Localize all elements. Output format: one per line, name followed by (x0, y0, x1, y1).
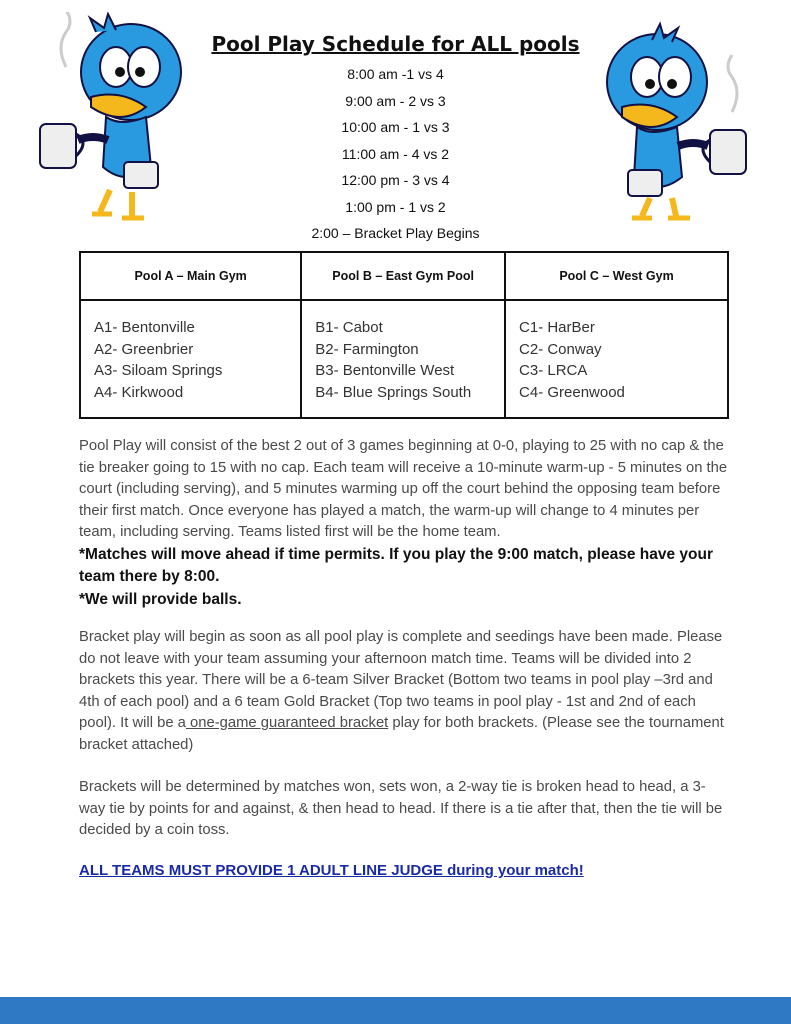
pool-a-teams (80, 300, 301, 418)
pool-b-header: Pool B – East Gym Pool (301, 252, 505, 300)
bracket-text-before: Bracket play will begin as soon as all pool play is complete and seedings have been made. Please do not leave with your team assuming your afternoon match time. Teams will be divided into 2 brackets this year. There will be a 6-team Silver Bracket (Bottom two teams in pool play –3rd and 4th of each pool) and a 6 team Gold Bracket (Top two teams in pool play - 1st and 2nd of each pool). It will be a (79, 629, 723, 731)
pools-table (79, 251, 729, 419)
schedule-item: 1:00 pm - 1 vs 2 (345, 198, 446, 215)
schedule-item: 11:00 am - 4 vs 2 (341, 145, 450, 162)
pool-b-teams (301, 300, 505, 418)
bracket-play-paragraph (79, 627, 729, 756)
team-item: C2- Conway (519, 340, 602, 358)
team-item: B4- Blue Springs South (315, 383, 472, 401)
team-item: A4- Kirkwood (94, 383, 184, 401)
schedule-item: 10:00 am - 1 vs 3 (341, 119, 450, 135)
pool-a-header: Pool A – Main Gym (80, 252, 301, 300)
schedule-list (0, 64, 791, 250)
bracket-text-after: play for both brackets. (Please see the tournament bracket attached) (79, 715, 724, 753)
team-item: A1- Bentonville (94, 319, 195, 336)
guaranteed-bracket-text: one-game guaranteed bracket (185, 715, 389, 731)
team-item: B2- Farmington (315, 340, 419, 358)
schedule-item: 12:00 pm - 3 vs 4 (341, 172, 450, 188)
tiebreak-paragraph: Brackets will be determined by matches won, sets won, a 2-way tie is broken head to head, a 3-way tie by points for and against, & then head to head. If there is a tie after that, then the tie will be decided by a coin toss. (79, 779, 723, 838)
table-row (80, 300, 728, 418)
team-item: A2- Greenbrier (94, 340, 194, 358)
team-item: A3- Siloam Springs (94, 362, 223, 379)
schedule-item: 9:00 am - 2 vs 3 (345, 92, 446, 109)
pool-c-teams (505, 300, 728, 418)
schedule-item: 2:00 – Bracket Play Begins (311, 225, 480, 241)
team-item: B3- Bentonville West (315, 362, 455, 379)
team-item: C4- Greenwood (519, 383, 625, 401)
footer-bar (0, 997, 791, 1024)
pool-play-rules (79, 436, 729, 611)
table-header-row (80, 252, 728, 300)
team-item: C3- LRCA (519, 362, 588, 379)
matches-ahead-note: *Matches will move ahead if time permits. If you play the 9:00 match, please have your team there by 8:00. (79, 545, 713, 585)
schedule-item: 8:00 am -1 vs 4 (347, 66, 444, 82)
balls-note: *We will provide balls. (79, 590, 242, 608)
line-judge-link[interactable]: ALL TEAMS MUST PROVIDE 1 ADULT LINE JUDGE during your match! (79, 862, 584, 879)
page-title: Pool Play Schedule for ALL pools (211, 32, 580, 56)
team-item: C1- HarBer (519, 319, 595, 336)
pool-c-header: Pool C – West Gym (505, 252, 728, 300)
rules-text: Pool Play will consist of the best 2 out of 3 games beginning at 0-0, playing to 25 with no cap & the tie breaker going to 15 with no cap. Each team will receive a 10-minute warm-up - 5 minutes on the court (including serving), and 5 minutes warming up off the court behind the opposing team before their first match. Once everyone has played a match, the warm-up will change to 4 minutes per team, including serving. Teams listed first will be the home team. (79, 438, 728, 540)
team-item: B1- Cabot (315, 319, 383, 336)
